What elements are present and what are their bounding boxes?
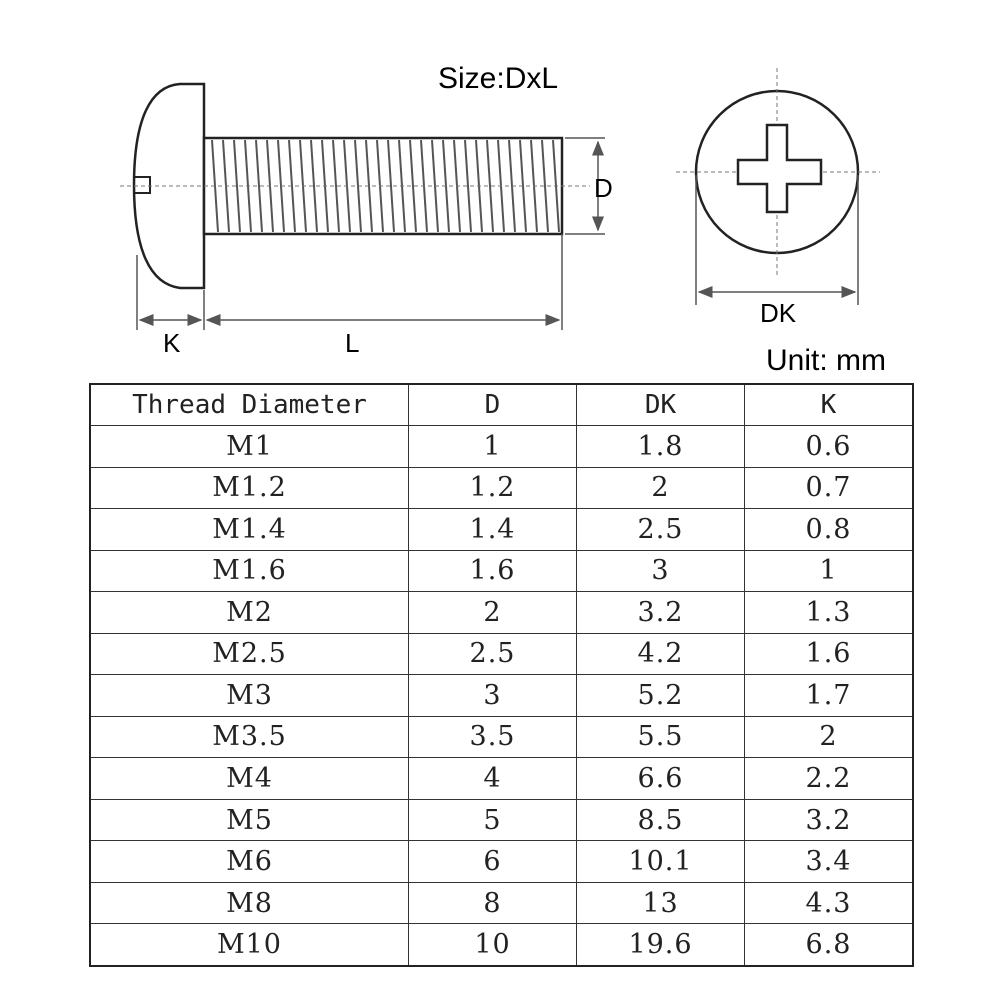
dim-d-label: D [594,173,613,203]
table-row [90,758,913,800]
table-header-row [90,384,913,426]
cell-thread-diameter: M3 [90,675,409,717]
dim-k-label: K [163,328,181,358]
cell-d: 3 [409,675,577,717]
cell-k: 1 [745,550,914,592]
cell-thread-diameter: M5 [90,799,409,841]
table-row [90,799,913,841]
cell-dk: 13 [577,882,745,924]
table-row [90,633,913,675]
header-k: K [745,384,914,426]
cell-d: 1.4 [409,509,577,551]
cell-dk: 8.5 [577,799,745,841]
cell-k: 2.2 [745,758,914,800]
cell-thread-diameter: M2 [90,592,409,634]
dimension-d [565,138,613,234]
cell-dk: 4.2 [577,633,745,675]
cell-k: 0.7 [745,467,914,509]
cell-thread-diameter: M8 [90,882,409,924]
cell-k: 2 [745,716,914,758]
table-row [90,716,913,758]
table-row [90,924,913,966]
cell-d: 1.2 [409,467,577,509]
table-row [90,467,913,509]
cell-d: 2.5 [409,633,577,675]
cell-d: 1.6 [409,550,577,592]
table-row [90,592,913,634]
cell-dk: 1.8 [577,426,745,468]
table-row [90,675,913,717]
cell-d: 10 [409,924,577,966]
cell-k: 1.3 [745,592,914,634]
cell-k: 1.7 [745,675,914,717]
cell-k: 4.3 [745,882,914,924]
cell-dk: 5.2 [577,675,745,717]
cell-d: 3.5 [409,716,577,758]
cell-d: 8 [409,882,577,924]
dim-l-label: L [345,328,360,358]
table-row [90,882,913,924]
cell-dk: 3.2 [577,592,745,634]
cell-thread-diameter: M1.2 [90,467,409,509]
cell-thread-diameter: M3.5 [90,716,409,758]
cell-thread-diameter: M1.6 [90,550,409,592]
screw-side-view [120,84,590,288]
cell-dk: 2.5 [577,509,745,551]
cell-thread-diameter: M2.5 [90,633,409,675]
cell-dk: 10.1 [577,841,745,883]
cell-d: 4 [409,758,577,800]
unit-label: Unit: mm [766,344,886,377]
cell-d: 6 [409,841,577,883]
cell-thread-diameter: M6 [90,841,409,883]
dim-dk-label: DK [760,298,797,328]
header-dk: DK [577,384,745,426]
screw-spec-table [89,383,914,967]
table-row [90,509,913,551]
cell-dk: 5.5 [577,716,745,758]
cell-k: 0.6 [745,426,914,468]
screw-dimension-diagram [0,0,1000,380]
cell-k: 6.8 [745,924,914,966]
cell-thread-diameter: M1.4 [90,509,409,551]
size-label: Size:DxL [438,62,559,95]
screw-top-view [676,68,880,328]
cell-d: 2 [409,592,577,634]
cell-thread-diameter: M10 [90,924,409,966]
table-row [90,550,913,592]
cell-d: 5 [409,799,577,841]
cell-k: 3.4 [745,841,914,883]
cell-dk: 2 [577,467,745,509]
cell-dk: 3 [577,550,745,592]
cell-thread-diameter: M4 [90,758,409,800]
table-row [90,426,913,468]
cell-k: 1.6 [745,633,914,675]
cell-dk: 6.6 [577,758,745,800]
cell-k: 0.8 [745,509,914,551]
cell-thread-diameter: M1 [90,426,409,468]
cell-k: 3.2 [745,799,914,841]
cell-d: 1 [409,426,577,468]
header-d: D [409,384,577,426]
cell-dk: 19.6 [577,924,745,966]
header-thread-diameter: Thread Diameter [90,384,409,426]
table-row [90,841,913,883]
